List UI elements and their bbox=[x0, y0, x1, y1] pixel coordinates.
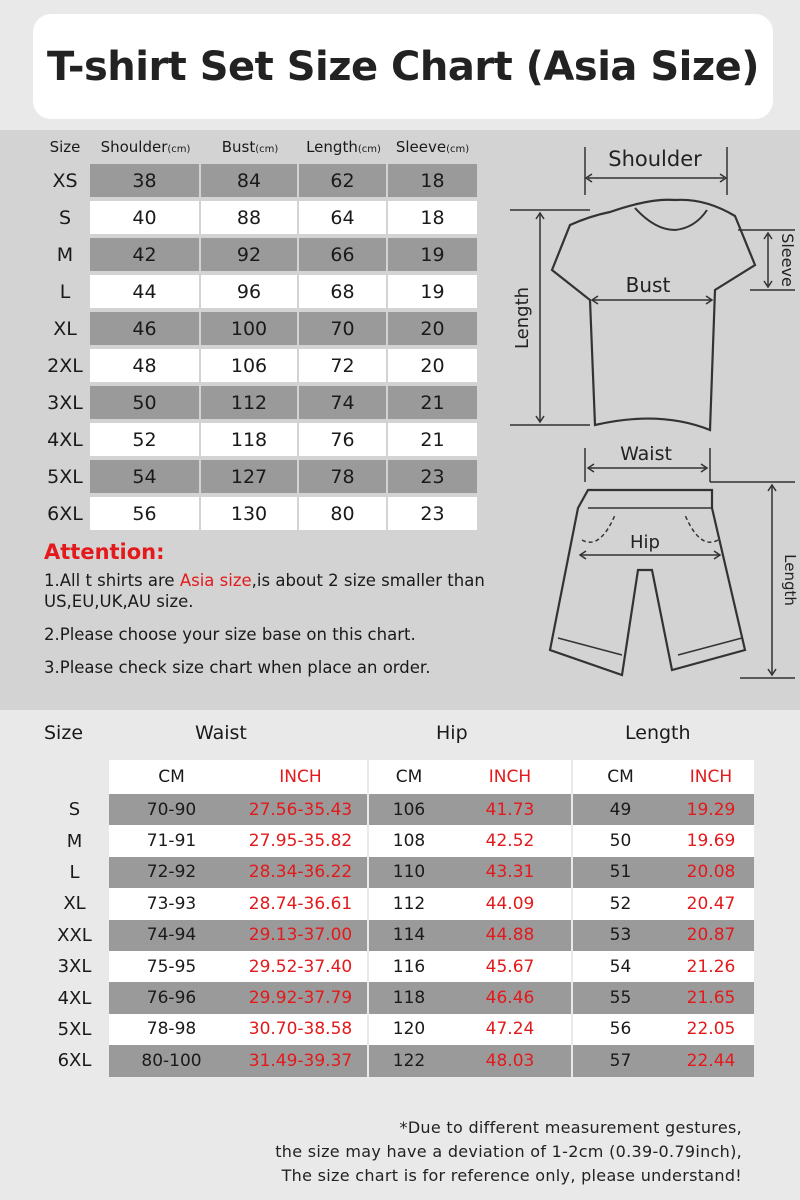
value-cell: 27.95-35.82 bbox=[234, 825, 368, 856]
shirt-row bbox=[40, 349, 477, 382]
value-cell: 80-100 bbox=[109, 1045, 234, 1076]
pants-unit-row: CM INCH CM INCH CM INCH bbox=[40, 760, 754, 794]
value-cell: 114 bbox=[368, 920, 449, 951]
value-cell: 106 bbox=[368, 794, 449, 825]
value-cell: 112 bbox=[368, 888, 449, 919]
value-cell: 75-95 bbox=[109, 951, 234, 982]
length-label: Length bbox=[512, 286, 533, 350]
value-cell: 19.29 bbox=[668, 794, 754, 825]
value-cell: 21 bbox=[388, 386, 477, 419]
shirt-header-sleeve: Sleeve(cm) bbox=[395, 138, 470, 156]
title-banner bbox=[33, 14, 773, 119]
value-cell: 21.65 bbox=[668, 982, 754, 1013]
value-cell: 56 bbox=[90, 497, 201, 530]
value-cell: 44 bbox=[90, 275, 201, 308]
value-cell: 92 bbox=[201, 238, 299, 271]
value-cell: 76 bbox=[299, 423, 388, 456]
value-cell: 18 bbox=[388, 201, 477, 234]
attention-notes bbox=[44, 540, 485, 690]
shoulder-label: Shoulder bbox=[608, 147, 702, 171]
value-cell: 57 bbox=[572, 1045, 668, 1076]
value-cell: 72-92 bbox=[109, 857, 234, 888]
pants-row bbox=[40, 857, 754, 888]
value-cell: 78-98 bbox=[109, 1014, 234, 1045]
value-cell: 44.88 bbox=[449, 920, 572, 951]
size-cell: 4XL bbox=[40, 982, 109, 1013]
value-cell: 29.92-37.79 bbox=[234, 982, 368, 1013]
shirt-header-bust: Bust(cm) bbox=[221, 138, 279, 156]
value-cell: 120 bbox=[368, 1014, 449, 1045]
value-cell: 19 bbox=[388, 238, 477, 271]
value-cell: 73-93 bbox=[109, 888, 234, 919]
shirt-header-row bbox=[40, 134, 477, 160]
size-cell: S bbox=[58, 206, 72, 229]
bust-label: Bust bbox=[625, 273, 671, 297]
shirt-row bbox=[40, 386, 477, 419]
pants-row bbox=[40, 825, 754, 856]
value-cell: 27.56-35.43 bbox=[234, 794, 368, 825]
size-cell: M bbox=[40, 825, 109, 856]
value-cell: 74-94 bbox=[109, 920, 234, 951]
shirt-row bbox=[40, 275, 477, 308]
shirt-row bbox=[40, 201, 477, 234]
value-cell: 52 bbox=[90, 423, 201, 456]
shorts-outline-icon bbox=[550, 490, 745, 675]
value-cell: 20.87 bbox=[668, 920, 754, 951]
size-cell: XS bbox=[52, 169, 78, 192]
value-cell: 46 bbox=[90, 312, 201, 345]
value-cell: 100 bbox=[201, 312, 299, 345]
value-cell: 22.44 bbox=[668, 1045, 754, 1076]
value-cell: 122 bbox=[368, 1045, 449, 1076]
value-cell: 21 bbox=[388, 423, 477, 456]
value-cell: 118 bbox=[201, 423, 299, 456]
shirt-header-size: Size bbox=[49, 138, 81, 156]
value-cell: 88 bbox=[201, 201, 299, 234]
value-cell: 29.52-37.40 bbox=[234, 951, 368, 982]
value-cell: 70-90 bbox=[109, 794, 234, 825]
size-cell: L bbox=[59, 280, 71, 303]
value-cell: 108 bbox=[368, 825, 449, 856]
value-cell: 71-91 bbox=[109, 825, 234, 856]
size-cell: 5XL bbox=[47, 465, 83, 488]
value-cell: 76-96 bbox=[109, 982, 234, 1013]
value-cell: 54 bbox=[572, 951, 668, 982]
pants-length-label: Length bbox=[781, 554, 799, 606]
value-cell: 43.31 bbox=[449, 857, 572, 888]
shirt-row bbox=[40, 164, 477, 197]
waist-label: Waist bbox=[620, 443, 672, 465]
value-cell: 64 bbox=[299, 201, 388, 234]
value-cell: 31.49-39.37 bbox=[234, 1045, 368, 1076]
pants-row bbox=[40, 920, 754, 951]
pants-row bbox=[40, 888, 754, 919]
value-cell: 20.08 bbox=[668, 857, 754, 888]
value-cell: 48.03 bbox=[449, 1045, 572, 1076]
size-cell: M bbox=[56, 243, 74, 266]
pants-header-length: Length bbox=[625, 722, 691, 744]
pants-header-size: Size bbox=[44, 722, 84, 744]
value-cell: 23 bbox=[388, 460, 477, 493]
tshirt-outline-icon bbox=[552, 200, 755, 430]
value-cell: 66 bbox=[299, 238, 388, 271]
attention-line-1: 1.All t shirts are Asia size,is about 2 size smaller than US,EU,UK,AU size. bbox=[44, 571, 485, 611]
value-cell: 42 bbox=[90, 238, 201, 271]
attention-line-2: 2.Please choose your size base on this chart. bbox=[44, 625, 416, 644]
value-cell: 23 bbox=[388, 497, 477, 530]
pants-header-waist: Waist bbox=[195, 722, 247, 744]
value-cell: 106 bbox=[201, 349, 299, 382]
value-cell: 74 bbox=[299, 386, 388, 419]
size-cell: 5XL bbox=[40, 1014, 109, 1045]
value-cell: 42.52 bbox=[449, 825, 572, 856]
value-cell: 127 bbox=[201, 460, 299, 493]
value-cell: 96 bbox=[201, 275, 299, 308]
pants-row bbox=[40, 951, 754, 982]
value-cell: 53 bbox=[572, 920, 668, 951]
value-cell: 84 bbox=[201, 164, 299, 197]
size-cell: S bbox=[40, 794, 109, 825]
size-cell: 4XL bbox=[47, 428, 83, 451]
value-cell: 130 bbox=[201, 497, 299, 530]
shirt-header-length: Length(cm) bbox=[306, 138, 381, 156]
pants-header-hip: Hip bbox=[436, 722, 468, 744]
value-cell: 44.09 bbox=[449, 888, 572, 919]
value-cell: 50 bbox=[90, 386, 201, 419]
pants-row bbox=[40, 794, 754, 825]
size-cell: 3XL bbox=[40, 951, 109, 982]
shirt-row bbox=[40, 238, 477, 271]
value-cell: 29.13-37.00 bbox=[234, 920, 368, 951]
value-cell: 110 bbox=[368, 857, 449, 888]
value-cell: 70 bbox=[299, 312, 388, 345]
value-cell: 72 bbox=[299, 349, 388, 382]
value-cell: 112 bbox=[201, 386, 299, 419]
value-cell: 18 bbox=[388, 164, 477, 197]
value-cell: 21.26 bbox=[668, 951, 754, 982]
size-cell: 6XL bbox=[40, 1045, 109, 1076]
pants-row bbox=[40, 1014, 754, 1045]
value-cell: 48 bbox=[90, 349, 201, 382]
sleeve-label: Sleeve bbox=[778, 233, 797, 287]
attention-heading: Attention: bbox=[44, 540, 165, 564]
page-title: T-shirt Set Size Chart (Asia Size) bbox=[46, 43, 760, 90]
value-cell: 80 bbox=[299, 497, 388, 530]
pants-row bbox=[40, 1045, 754, 1076]
hip-label: Hip bbox=[630, 532, 660, 553]
value-cell: 52 bbox=[572, 888, 668, 919]
value-cell: 19 bbox=[388, 275, 477, 308]
value-cell: 49 bbox=[572, 794, 668, 825]
attention-line-3: 3.Please check size chart when place an order. bbox=[44, 658, 431, 677]
size-cell: 6XL bbox=[47, 502, 83, 525]
shirt-header-shoulder: Shoulder(cm) bbox=[100, 138, 191, 156]
shirt-size-table bbox=[40, 130, 477, 534]
value-cell: 40 bbox=[90, 201, 201, 234]
value-cell: 47.24 bbox=[449, 1014, 572, 1045]
value-cell: 41.73 bbox=[449, 794, 572, 825]
value-cell: 20.47 bbox=[668, 888, 754, 919]
value-cell: 38 bbox=[90, 164, 201, 197]
size-cell: 3XL bbox=[47, 391, 83, 414]
value-cell: 28.74-36.61 bbox=[234, 888, 368, 919]
value-cell: 55 bbox=[572, 982, 668, 1013]
pants-size-table bbox=[40, 760, 754, 1077]
value-cell: 20 bbox=[388, 312, 477, 345]
value-cell: 62 bbox=[299, 164, 388, 197]
size-cell: L bbox=[40, 857, 109, 888]
value-cell: 28.34-36.22 bbox=[234, 857, 368, 888]
shirt-row bbox=[40, 460, 477, 493]
pants-row bbox=[40, 982, 754, 1013]
value-cell: 78 bbox=[299, 460, 388, 493]
value-cell: 19.69 bbox=[668, 825, 754, 856]
disclaimer: *Due to different measurement gestures, the size may have a deviation of 1-2cm (0.39-0.79inch), The size chart is for reference only, please understand! bbox=[275, 1118, 742, 1185]
value-cell: 30.70-38.58 bbox=[234, 1014, 368, 1045]
value-cell: 46.46 bbox=[449, 982, 572, 1013]
value-cell: 45.67 bbox=[449, 951, 572, 982]
value-cell: 51 bbox=[572, 857, 668, 888]
garment-diagram bbox=[500, 130, 800, 710]
shirt-row bbox=[40, 497, 477, 530]
size-cell: 2XL bbox=[47, 354, 83, 377]
size-cell: XL bbox=[53, 317, 77, 340]
value-cell: 54 bbox=[90, 460, 201, 493]
size-cell: XL bbox=[40, 888, 109, 919]
value-cell: 22.05 bbox=[668, 1014, 754, 1045]
value-cell: 68 bbox=[299, 275, 388, 308]
value-cell: 50 bbox=[572, 825, 668, 856]
shirt-row bbox=[40, 423, 477, 456]
value-cell: 20 bbox=[388, 349, 477, 382]
value-cell: 116 bbox=[368, 951, 449, 982]
shirt-row bbox=[40, 312, 477, 345]
value-cell: 118 bbox=[368, 982, 449, 1013]
value-cell: 56 bbox=[572, 1014, 668, 1045]
size-cell: XXL bbox=[40, 920, 109, 951]
